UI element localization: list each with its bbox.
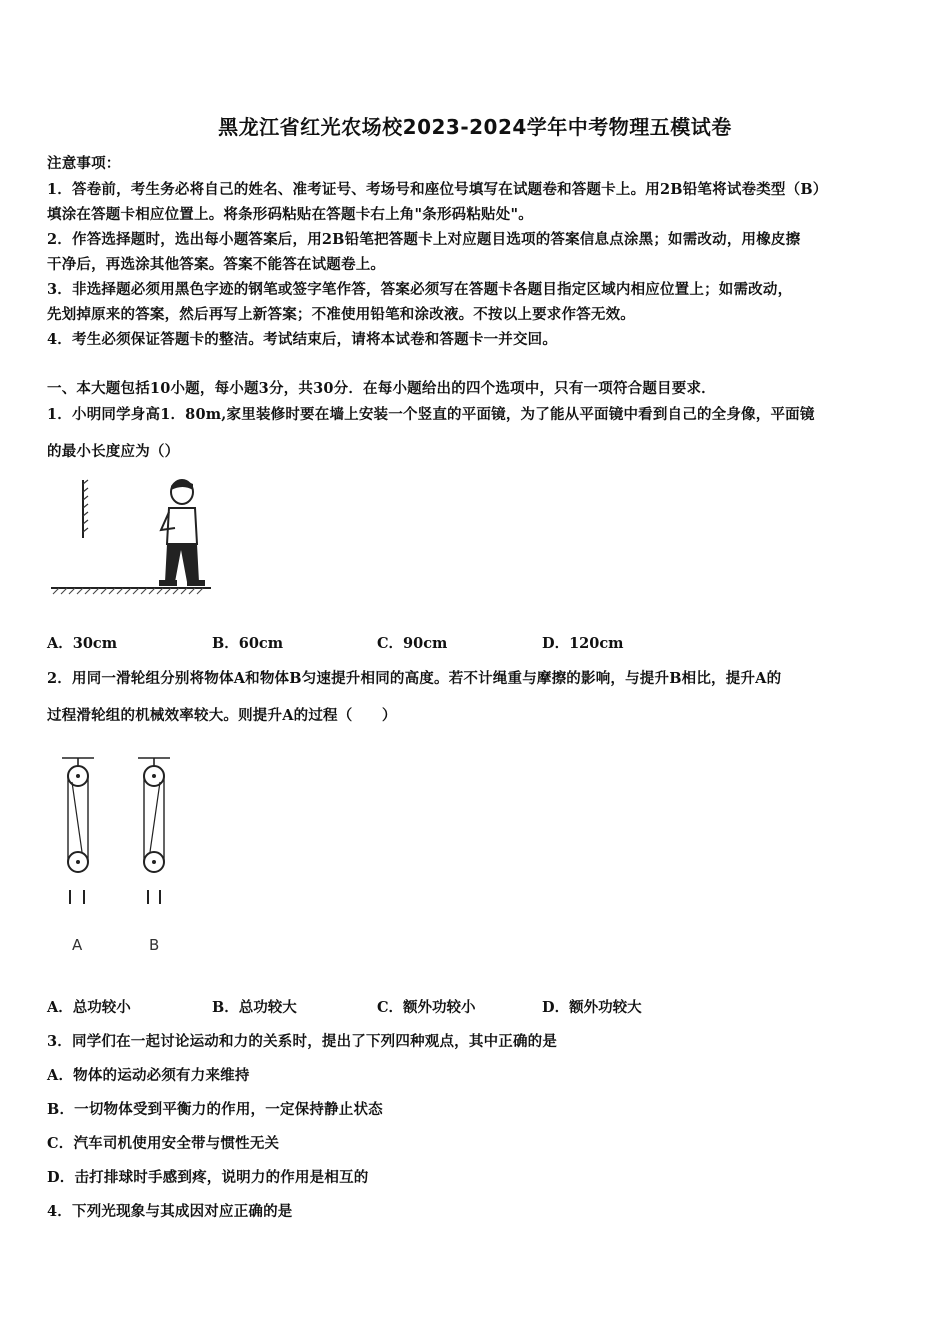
q3-stem: 3．同学们在一起讨论运动和力的关系时，提出了下列四种观点，其中正确的是 — [47, 1033, 558, 1050]
q1-option-a[interactable]: A．30cm — [47, 635, 118, 652]
notice-line: 3．非选择题必须用黑色字迹的钢笔或签字笔作答，答案必须写在答题卡各题目指定区域内相应位置上；如需改动， — [47, 281, 793, 298]
pulley-system-b — [138, 758, 170, 904]
q2-option-c[interactable]: C．额外功较小 — [377, 999, 476, 1016]
q2-stem-line2: 过程滑轮组的机械效率较大。则提升A的过程（ ） — [47, 707, 397, 724]
q3-option-a[interactable]: A．物体的运动必须有力来维持 — [47, 1067, 250, 1084]
q1-option-d[interactable]: D．120cm — [542, 635, 624, 652]
notice-line: 1．答卷前，考生务必将自己的姓名、准考证号、考场号和座位号填写在试题卷和答题卡上。用2B铅笔将试卷类型（B） — [47, 181, 828, 198]
figure-label-a: A — [72, 936, 83, 954]
person-icon — [159, 480, 205, 586]
page-title: 黑龙江省红光农场校2023-2024学年中考物理五模试卷 — [218, 115, 732, 139]
notice-line: 填涂在答题卡相应位置上。将条形码粘贴在答题卡右上角"条形码粘贴处"。 — [47, 206, 533, 223]
q2-option-a[interactable]: A．总功较小 — [47, 999, 131, 1016]
notice-line: 先划掉原来的答案，然后再写上新答案；不准使用铅笔和涂改液。不按以上要求作答无效。 — [47, 306, 635, 323]
section-heading: 一、本大题包括10小题，每小题3分，共30分．在每小题给出的四个选项中，只有一项符合题目要求． — [47, 380, 716, 397]
q1-option-c[interactable]: C．90cm — [377, 635, 448, 652]
notice-line: 4．考生必须保证答题卡的整洁。考试结束后，请将本试卷和答题卡一并交回。 — [47, 331, 558, 348]
q1-stem-line2: 的最小长度应为（） — [47, 443, 180, 460]
q4-stem: 4．下列光现象与其成因对应正确的是 — [47, 1203, 293, 1220]
q2-stem-line1: 2．用同一滑轮组分别将物体A和物体B匀速提升相同的高度。若不计绳重与摩擦的影响，与提升B相比，提升A的 — [47, 670, 782, 687]
q3-option-d[interactable]: D．击打排球时手感到疼，说明力的作用是相互的 — [47, 1169, 369, 1186]
mirror-person-figure — [47, 472, 217, 602]
q3-option-c[interactable]: C．汽车司机使用安全带与惯性无关 — [47, 1135, 280, 1152]
q1-stem-line1: 1．小明同学身高1．80m,家里装修时要在墙上安装一个竖直的平面镜，为了能从平面镜中看到自己的全身像，平面镜 — [47, 406, 815, 423]
q2-option-d[interactable]: D．额外功较大 — [542, 999, 642, 1016]
pulley-figure — [50, 752, 190, 958]
q3-option-b[interactable]: B．一切物体受到平衡力的作用，一定保持静止状态 — [47, 1101, 383, 1118]
pulley-system-a — [62, 758, 94, 904]
q1-option-b[interactable]: B．60cm — [212, 635, 284, 652]
figure-label-b: B — [149, 936, 160, 954]
notice-heading: 注意事项： — [47, 155, 121, 172]
notice-line: 2．作答选择题时，选出每小题答案后，用2B铅笔把答题卡上对应题目选项的答案信息点涂黑；如需改动，用橡皮擦 — [47, 231, 801, 248]
notice-line: 干净后，再选涂其他答案。答案不能答在试题卷上。 — [47, 256, 386, 273]
q2-option-b[interactable]: B．总功较大 — [212, 999, 297, 1016]
